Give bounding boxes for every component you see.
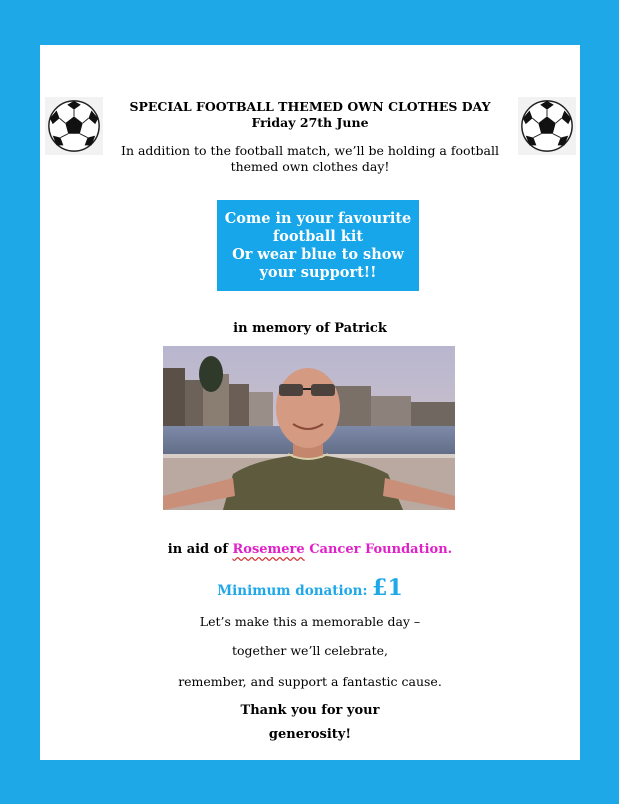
poster-sheet — [40, 45, 580, 760]
donation-label: Minimum donation: — [217, 583, 373, 599]
intro-text: In addition to the football match, we’ll be holding a football themed own clothes day! — [121, 143, 499, 174]
charity-name-first: Rosemere — [232, 542, 305, 557]
charity-line — [40, 542, 580, 557]
message-line-3: remember, and support a fantastic cause. — [178, 674, 442, 689]
poster-title: SPECIAL FOOTBALL THEMED OWN CLOTHES DAY — [129, 99, 491, 114]
callout-box — [217, 200, 419, 291]
thanks-line-2: generosity! — [268, 727, 352, 742]
donation-line — [40, 575, 580, 601]
message-line-2: together we’ll celebrate, — [231, 643, 389, 658]
charity-name-rest: Cancer Foundation. — [304, 542, 453, 557]
aid-prefix: in aid of — [167, 542, 233, 557]
patrick-photo — [163, 346, 455, 510]
callout-line-3: Or wear blue to show — [232, 245, 404, 263]
message-line-1: Let’s make this a memorable day – — [199, 614, 421, 629]
memory-heading: in memory of Patrick — [233, 321, 387, 336]
callout-line-4: your support!! — [259, 263, 377, 281]
donation-amount: £1 — [372, 575, 403, 601]
thanks-line-1: Thank you for your — [240, 703, 380, 718]
callout-line-1: Come in your favourite — [224, 209, 412, 227]
event-date: Friday 27th June — [251, 115, 369, 130]
callout-line-2: football kit — [272, 227, 364, 245]
